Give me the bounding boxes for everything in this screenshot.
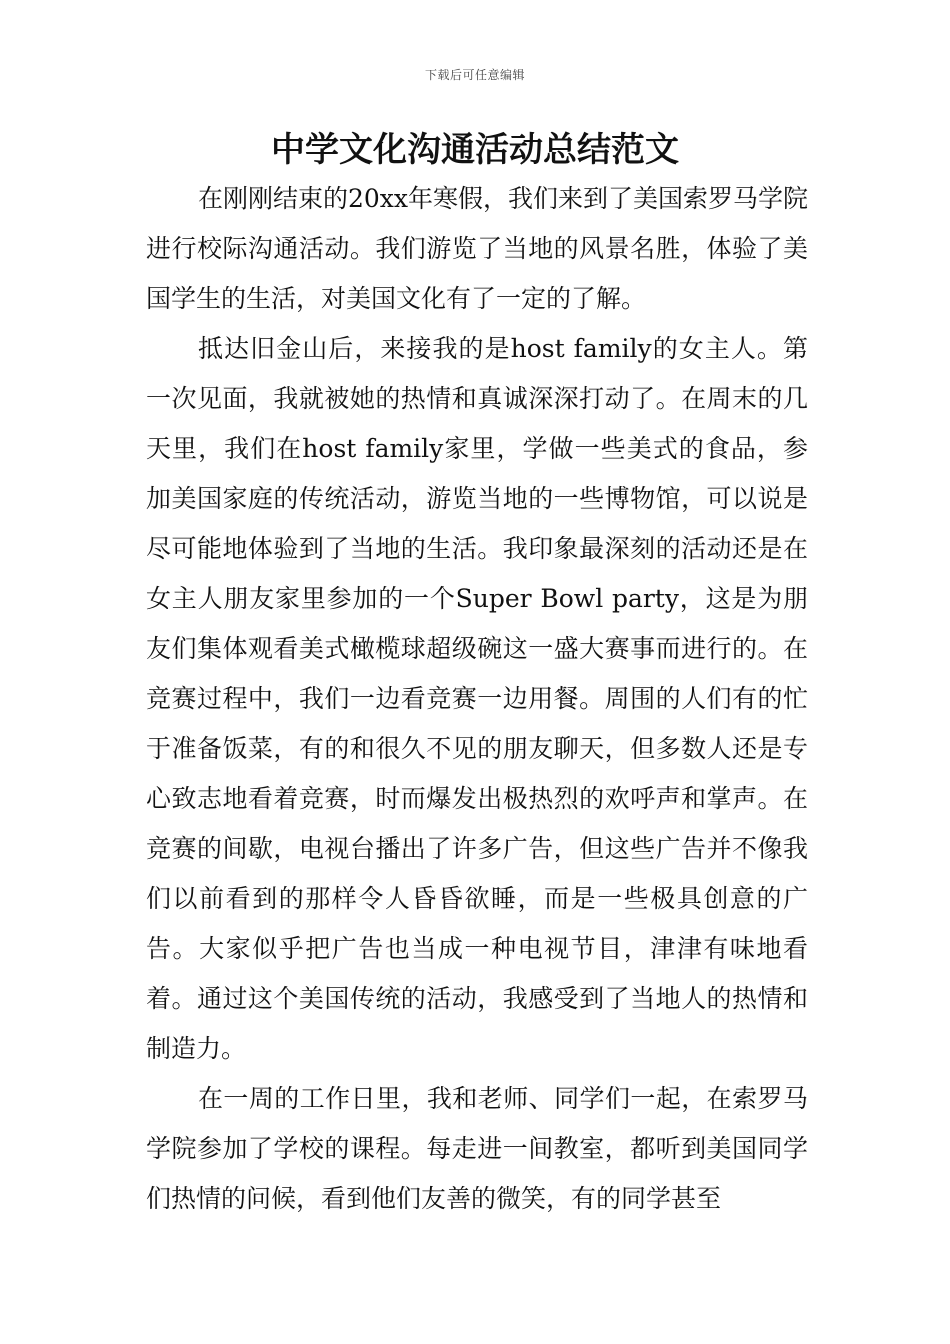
paragraph: 在刚刚结束的20xx年寒假，我们来到了美国索罗马学院进行校际沟通活动。我们游览了当地的风景名胜，体验了美国学生的生活，对美国文化有了一定的了解。 [146, 184, 809, 313]
paragraph: 在一周的工作日里，我和老师、同学们一起，在索罗马学院参加了学校的课程。每走进一间教室，都听到美国同学们热情的问候，看到他们友善的微笑，有的同学甚至 [146, 1084, 808, 1213]
document-title: 中学文化沟通活动总结范文 [271, 130, 679, 170]
paragraph: 抵达旧金山后，来接我的是host family的女主人。第一次见面，我就被她的热情和真诚深深打动了。在周末的几天里，我们在host family家里，学做一些美式的食品，参加美国家庭的传统活动，游览当地的一些博物馆，可以说是尽可能地体验到了当地的生活。我印象最深刻的活动还是在女主人朋友家里参加的一个Super Bowl party，这是为朋友们集体观看美式橄榄球超级碗这一盛大赛事而进行的。在竞赛过程中，我们一边看竞赛一边用餐。周围的人们有的忙于准备饭菜，有的和很久不见的朋友聊天，但多数人还是专心致志地看着竞赛，时而爆发出极热烈的欢呼声和掌声。在竞赛的间歇，电视台播出了许多广告，但这些广告并不像我们以前看到的那样令人昏昏欲睡，而是一些极具创意的广告。大家似乎把广告也当成一种电视节目，津津有味地看着。通过这个美国传统的活动，我感受到了当地人的热情和制造力。 [146, 334, 808, 1063]
document-body [146, 174, 808, 1224]
header-note: 下载后可任意编辑 [424, 68, 525, 82]
